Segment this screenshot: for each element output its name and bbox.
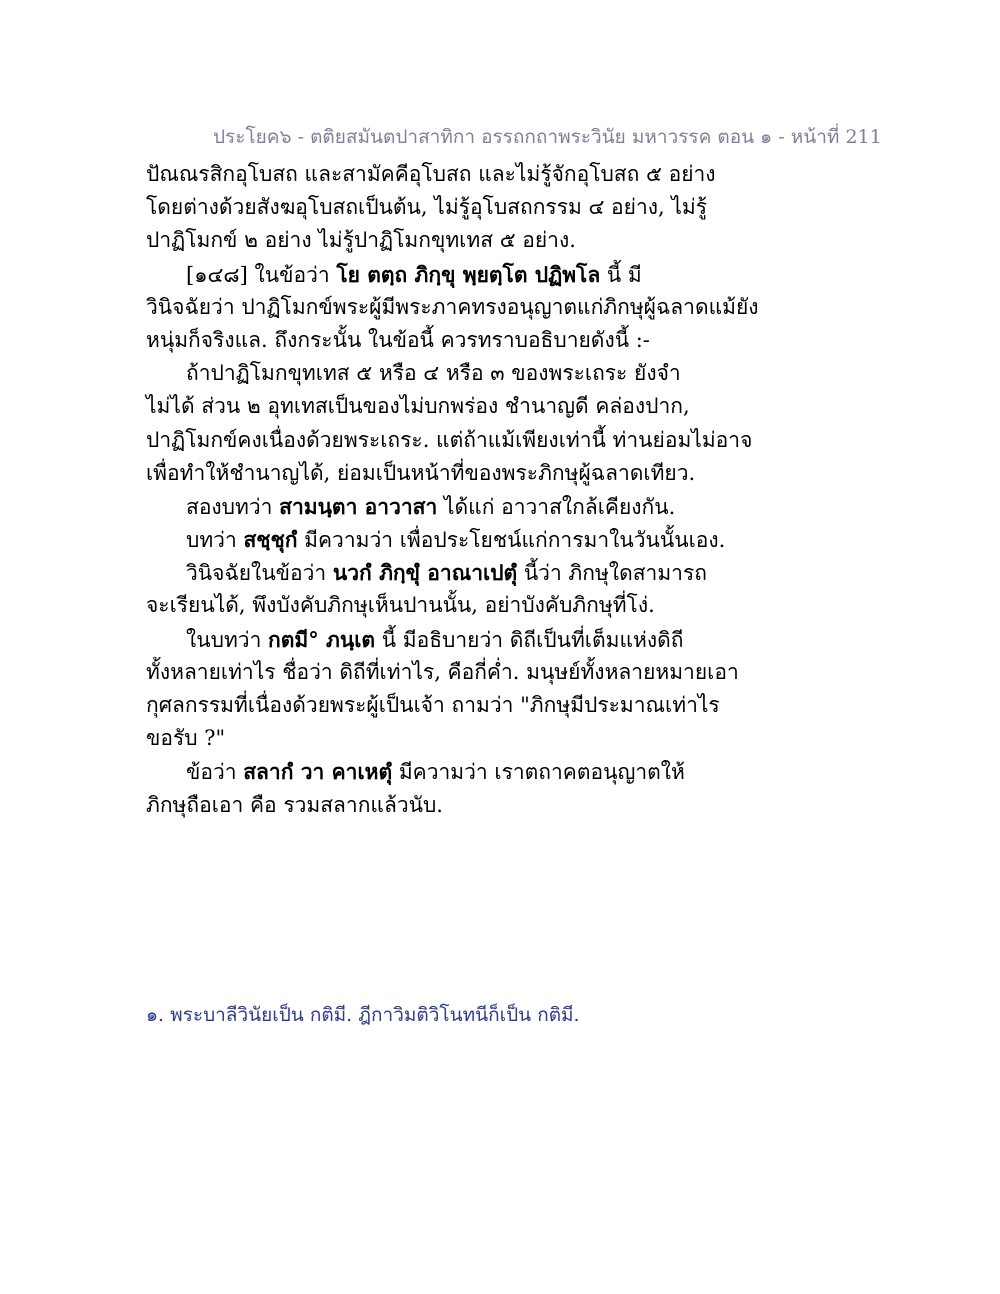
pali-term: นวกํ ภิกฺขุํ อาณาเปตุํ [332,560,518,586]
text-segment: ภิกษุถือเอา คือ รวมสลากแล้วนับ. [146,792,443,817]
text-line [146,324,706,357]
text-line [146,656,739,689]
pali-term: สามนฺตา อาวาสา [279,493,438,519]
text-segment: ในบทว่า [186,627,269,652]
text-line [146,457,706,490]
text-line [146,623,706,656]
text-segment: ข้อว่า [186,760,244,785]
text-segment: วินิจฉัยว่า ปาฏิโมกข์พระผู้มีพระภาคทรงอนุญาตแก่ภิกษุผู้ฉลาดแม้ยัง [146,294,759,319]
text-line [146,424,753,457]
text-segment: มีความว่า เพื่อประโยชน์แก่การมาในวันนั้นเอง. [297,528,726,553]
pali-term: กตมี° ภนฺเต [268,626,376,652]
text-line [146,224,706,257]
text-segment: โดยต่างด้วยสังฆอุโบสถเป็นต้น, ไม่รู้อุโบสถกรรม ๔ อย่าง, ไม่รู้ [146,195,708,220]
text-segment: ปาฏิโมกข์คงเนื่องด้วยพระเถระ. แต่ถ้าแม้เพียงเท่านี้ ท่านย่อมไม่อาจ [146,427,753,452]
text-line [146,556,706,589]
text-line [146,755,706,788]
text-line [146,390,706,423]
text-segment: นี้ มีอธิบายว่า ดิถีเป็นที่เต็มแห่งดิถี [375,627,684,652]
text-line [146,789,706,822]
pali-term: โย ตตฺถ ภิกฺขุ พฺยตฺโต ปฏิพโล [336,261,601,287]
text-line [146,357,706,390]
body-text [146,158,759,822]
text-segment: เพื่อทำให้ชำนาญได้, ย่อมเป็นหน้าที่ของพระภิกษุผู้ฉลาดเทียว. [146,460,696,485]
text-segment: ปาฏิโมกข์ ๒ อย่าง ไม่รู้ปาฏิโมกขุทเทส ๕ อย่าง. [146,228,576,253]
text-segment: นี้ว่า ภิกษุใดสามารถ [517,561,707,586]
text-segment: สองบทว่า [186,494,280,519]
pali-term: สชฺชุกํ [243,527,298,553]
text-line [146,523,726,556]
text-segment: ไม่ได้ ส่วน ๒ อุทเทสเป็นของไม่บกพร่อง ชำนาญดี คล่องปาก, [146,394,690,419]
text-segment: ถ้าปาฏิโมกขุทเทส ๕ หรือ ๔ หรือ ๓ ของพระเถระ ยังจำ [186,361,681,386]
text-line [146,158,716,191]
running-header: ประโยค๖ - ตติยสมันตปาสาทิกา อรรถกถาพระวินัย มหาวรรค ตอน ๑ - หน้าที่ 211 [213,126,882,148]
footnote: ๑. พระบาลีวินัยเป็น กติมี. ฎีกาวิมติวิโนทนีก็เป็น กติมี. [146,1004,580,1026]
text-segment: ได้แก่ อาวาสใกล้เคียงกัน. [437,494,676,519]
text-segment: มีความว่า เราตถาคตอนุญาตให้ [392,760,685,785]
text-line [146,722,706,755]
text-segment: ทั้งหลายเท่าไร ชื่อว่า ดิถีที่เท่าไร, คือกี่ค่ำ. มนุษย์ทั้งหลายหมายเอา [146,659,739,684]
text-line [146,258,706,291]
text-segment: บทว่า [186,528,244,553]
text-line [146,490,706,523]
text-segment: ขอรับ ?" [146,726,226,751]
text-line [146,291,759,324]
text-segment: นี้ มี [600,262,642,287]
text-line [146,689,720,722]
text-segment: ปัณณรสิกอุโบสถ และสามัคคีอุโบสถ และไม่รู้จักอุโบสถ ๕ อย่าง [146,162,716,186]
text-segment: วินิจฉัยในข้อว่า [186,561,333,586]
text-line [146,191,706,224]
text-segment: กุศลกรรมที่เนื่องด้วยพระผู้เป็นเจ้า ถามว่า "ภิกษุมีประมาณเท่าไร [146,693,720,717]
text-line [146,589,706,622]
text-segment: [๑๔๘] ในข้อว่า [186,262,337,287]
pali-term: สลากํ วา คาเหตุํ [243,759,393,785]
text-segment: จะเรียนได้, พึงบังคับภิกษุเห็นปานนั้น, อย่าบังคับภิกษุที่โง่. [146,593,655,618]
text-segment: หนุ่มก็จริงแล. ถึงกระนั้น ในข้อนี้ ควรทราบอธิบายดังนี้ :- [146,327,650,352]
